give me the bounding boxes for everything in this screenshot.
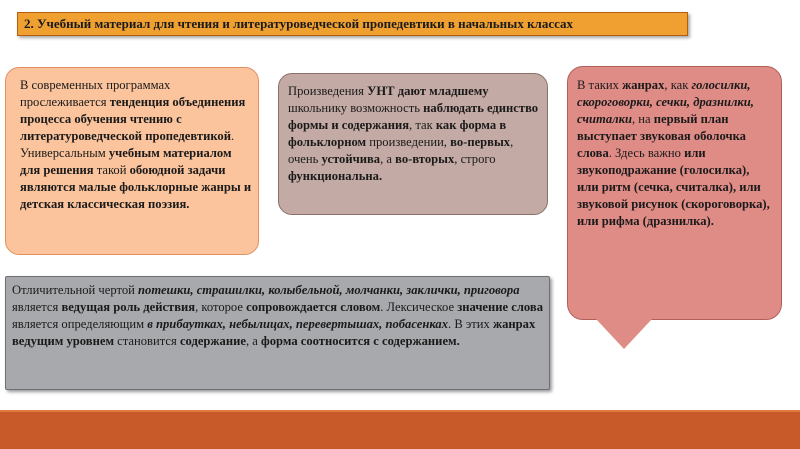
text-run: , очень <box>288 135 514 166</box>
callout-tail <box>596 319 652 349</box>
slide-title: 2. Учебный материал для чтения и литературоведческой пропедевтики в начальных классах <box>17 12 688 36</box>
folk-works-box <box>278 73 548 215</box>
text-run: Произведения <box>288 84 368 98</box>
text-run: . В этих <box>448 317 493 331</box>
text-run: школьнику возможность <box>288 101 424 115</box>
text-run: . Здесь важно <box>608 146 685 160</box>
text-run: , а <box>245 334 262 348</box>
text-run-bold-italic: потешки, страшилки, колыбельной, молчанки, заклички, приговора <box>138 283 520 297</box>
text-run: становится <box>114 334 180 348</box>
text-run-bold: жанрах <box>622 78 665 92</box>
text-run: , которое <box>195 300 247 314</box>
text-run: В таких <box>577 78 623 92</box>
text-run-bold: тенденция объединения процесса обучения чтению с литературоведческой пропедевтикой <box>20 95 246 143</box>
text-run-bold: во-первых <box>450 135 511 149</box>
text-run-bold: устойчива <box>321 152 381 166</box>
text-run: , так <box>409 118 436 132</box>
text-run-bold: жанрах ведущим уровнем <box>12 317 536 348</box>
text-run-bold: форма соотносится с содержанием. <box>261 334 460 348</box>
text-run-bold: УНТ дают младшему <box>367 84 489 98</box>
text-run-bold: функциональна. <box>288 169 383 183</box>
text-run-bold-italic: в прибаутках, небылицах, перевертышах, побасенках <box>147 317 449 331</box>
text-run-bold: учебным материалом для решения <box>20 146 232 177</box>
text-run-bold: содержание <box>179 334 246 348</box>
text-run-bold: во-вторых <box>395 152 455 166</box>
text-run: , как <box>664 78 692 92</box>
text-run-bold: как форма в фольклорном <box>288 118 507 149</box>
text-run: , а <box>380 152 396 166</box>
text-run: является <box>12 300 62 314</box>
text-run: . Лексическое <box>380 300 458 314</box>
text-run-bold: ведущая роль действия <box>61 300 196 314</box>
text-run: Отличительной чертой <box>12 283 139 297</box>
text-run-bold: значение слова <box>457 300 544 314</box>
sound-genres-callout <box>567 66 782 320</box>
text-run-bold: обоюдной задачи являются малые фольклорные жанры и детская классическая поэзия. <box>20 163 252 211</box>
text-run: , строго <box>454 152 496 166</box>
text-run: В современных программах прослеживается <box>20 78 171 109</box>
action-genres-box <box>5 276 550 390</box>
footer-bar <box>0 412 800 449</box>
tendency-box <box>5 67 259 255</box>
text-run: . Универсальным <box>20 129 235 160</box>
text-run-bold: или звукоподражание (голосилка), или ритм (сечка, считалка), или звуковой рисунок (скороговорка), или рифма (дразнилка). <box>577 146 770 228</box>
text-run-bold: наблюдать единство формы и содержания <box>288 101 539 132</box>
text-run: является определяющим <box>12 317 148 331</box>
text-run-bold-italic: голосилки, скороговорки, сечки, дразнилки, считалки <box>577 78 754 126</box>
text-run-bold: сопровождается словом <box>246 300 381 314</box>
text-run: такой <box>93 163 130 177</box>
text-run-bold: первый план выступает звуковая оболочка слова <box>577 112 746 160</box>
text-run: , на <box>631 112 654 126</box>
text-run: произведении, <box>366 135 451 149</box>
